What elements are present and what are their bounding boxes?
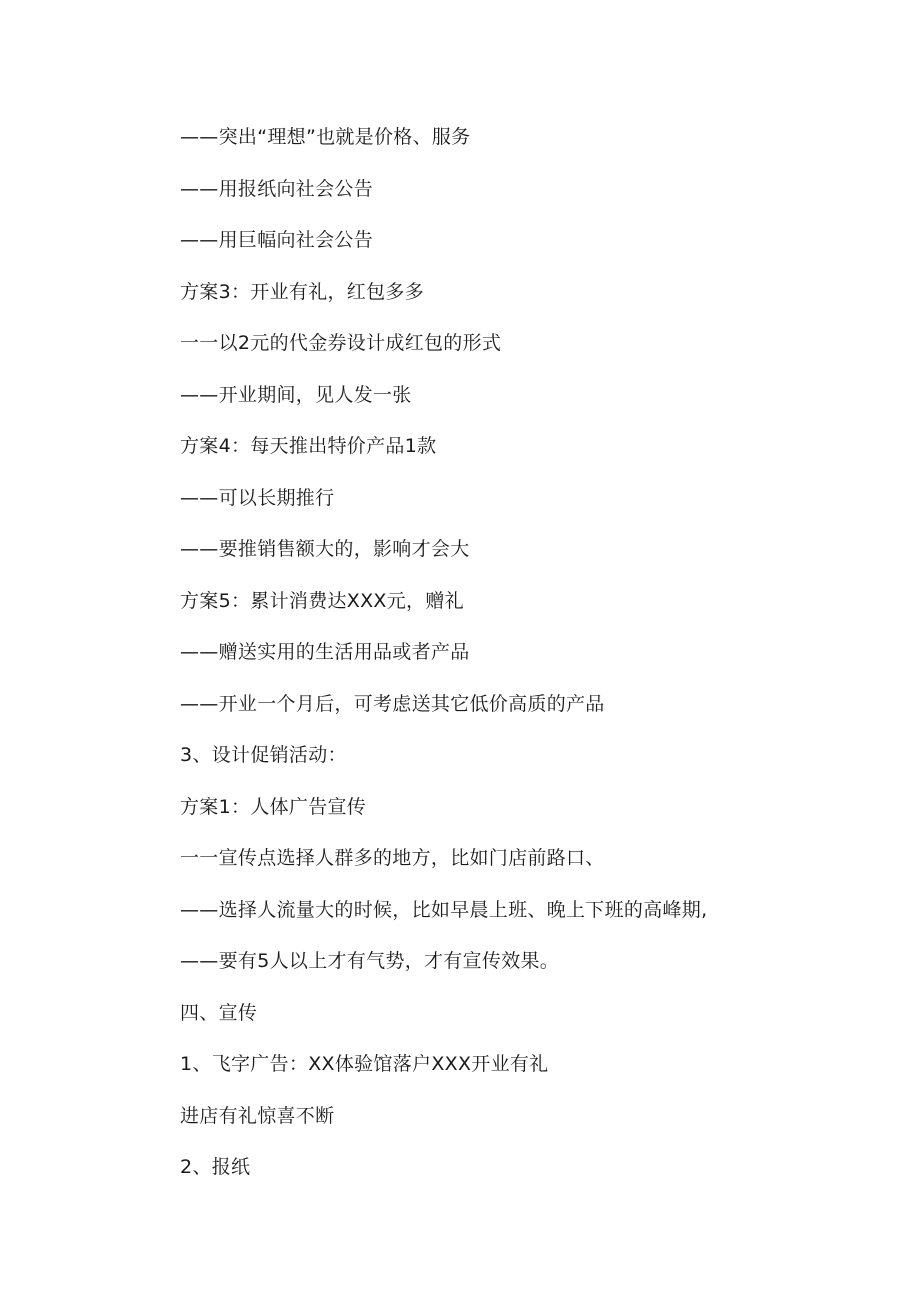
plan-heading: 方案1：人体广告宣传 xyxy=(180,795,367,818)
text-line: ——用报纸向社会公告 xyxy=(180,177,374,200)
text-line: ——要有5人以上才有气势，才有宣传效果。 xyxy=(180,950,560,972)
plan-heading: 方案5：累计消费达XXX元，赠礼 xyxy=(180,589,464,612)
text-line: ——用巨幅向社会公告 xyxy=(180,229,374,251)
text-line: ——开业期间，见人发一张 xyxy=(180,383,412,406)
section-heading: 3、设计促销活动： xyxy=(180,744,347,766)
section-heading: 四、宣传 xyxy=(180,1001,258,1024)
text-line: ——开业一个月后，可考虑送其它低价高质的产品 xyxy=(180,692,605,715)
text-line: 进店有礼惊喜不断 xyxy=(180,1104,335,1127)
subsection-heading: 2、报纸 xyxy=(180,1156,251,1178)
text-line: ——赠送实用的生活用品或者产品 xyxy=(180,641,470,663)
text-line: ——要推销售额大的，影响才会大 xyxy=(180,538,470,560)
plan-heading: 方案4：每天推出特价产品1款 xyxy=(180,435,437,457)
plan-heading: 方案3：开业有礼，红包多多 xyxy=(180,280,424,303)
document-body xyxy=(180,119,840,1201)
text-line: ——可以长期推行 xyxy=(180,486,335,509)
subsection-heading: 1、飞字广告：XX体验馆落户XXX开业有礼 xyxy=(180,1053,549,1075)
text-line: ——突出“理想”也就是价格、服务 xyxy=(180,126,471,148)
text-line: 一一宣传点选择人群多的地方，比如门店前路口、 xyxy=(180,847,605,869)
text-line: ——选择人流量大的时候，比如早晨上班、晚上下班的高峰期, xyxy=(180,898,708,921)
text-line: 一一以2元的代金券设计成红包的形式 xyxy=(180,332,502,354)
